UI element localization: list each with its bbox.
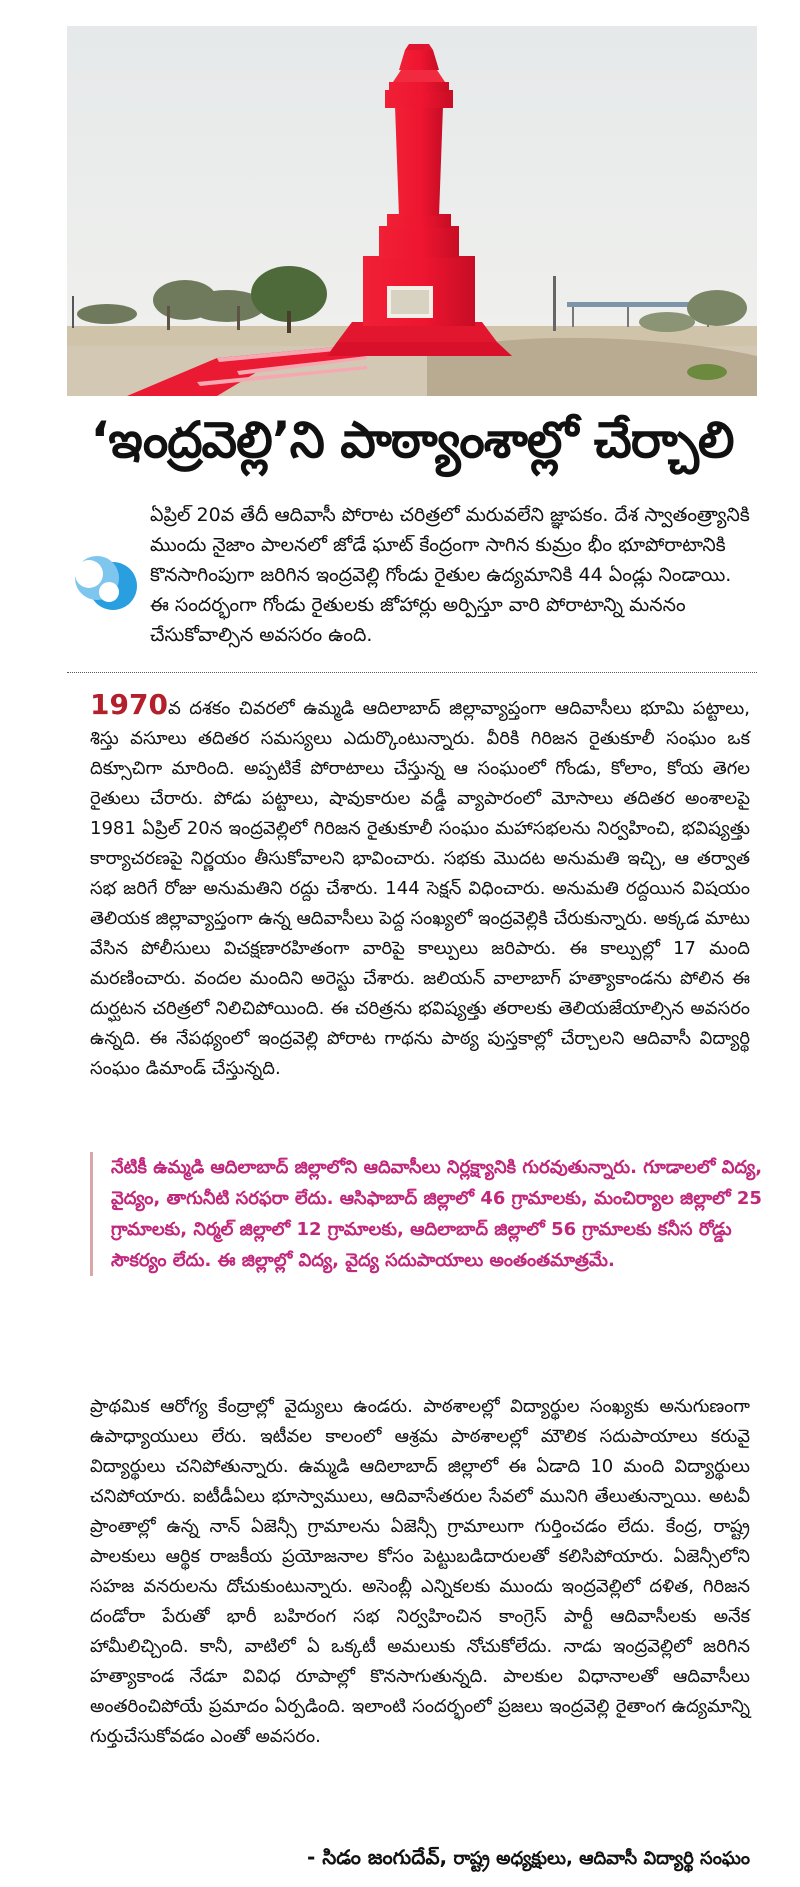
body-paragraph-1 [90,690,750,1084]
section-divider [67,672,757,673]
author-signature [270,1845,750,1874]
paragraph-text: ప్రాథమిక ఆరోగ్య కేంద్రాల్లో వైద్యులు ఉండరు. పాఠశాలల్లో విద్యార్థుల సంఖ్యకు అనుగుణంగా ఉపాధ్యాయులు లేరు. ఇటీవల కాలంలో ఆశ్రమ పాఠశాలల్లో మౌలిక సదుపాయాలు కరువై విద్యార్థులు చనిపోతున్నారు. ఉమ్మడి ఆదిలాబాద్ జిల్లాలో ఈ ఏడాది 10 మంది విద్యార్థులు చనిపోయారు. ఐటీడీఏలు భూస్వాములు, ఆదివాసేతరుల సేవలో మునిగి తేలుతున్నాయి. అటవీ ప్రాంతాల్లో ఉన్న నాన్ ఏజెన్సీ గ్రామాలను ఏజెన్సీ గ్రామాలుగా గుర్తించడం లేదు. కేంద్ర, రాష్ట్ర పాలకులు ఆర్థిక రాజకీయ ప్రయోజనాల కోసం పెట్టుబడిదారులతో కలిసిపోయారు. ఏజెన్సీలోని సహజ వనరులను దోచుకుంటున్నారు. అసెంబ్లీ ఎన్నికలకు ముందు ఇంద్రవెల్లిలో దళిత, గిరిజన దండోరా పేరుతో భారీ బహిరంగ సభ నిర్వహించిన కాంగ్రెస్ పార్టీ ఆదివాసీలకు అనేక హామీలిచ్చింది. కానీ, వాటిలో ఏ ఒక్కటీ అమలుకు నోచుకోలేదు. నాడు ఇంద్రవెల్లిలో జరిగిన హత్యాకాండ నేడూ వివిధ రూపాల్లో కొనసాగుతున్నది. పాలకుల విధానాలతో ఆదివాసీలు అంతరించిపోయే ప్రమాదం ఏర్పడింది. ఇలాంటి సందర్భంలో ప్రజలు ఇంద్రవెల్లి రైతాంగ ఉద్యమాన్ని గుర్తుచేసుకోవడం ఎంతో అవసరం. [90,1396,750,1747]
quote-bubble-icon [67,548,145,614]
pull-quote-text: నేటికీ ఉమ్మడి ఆదిలాబాద్ జిల్లాలోని ఆదివాసీలు నిర్లక్ష్యానికి గురవుతున్నారు. గూడాలలో విద్య, వైద్యం, తాగునీటి సరఫరా లేదు. ఆసిఫాబాద్ జిల్లాలో 46 గ్రామాలకు, మంచిర్యాల జిల్లాలో 25 గ్రామాలకు, నిర్మల్ జిల్లాలో 12 గ్రామాలకు, ఆదిలాబాద్ జిల్లాలో 56 గ్రామాలకు కనీస రోడ్డు సౌకర్యం లేదు. ఈ జిల్లాల్లో విద్య, వైద్య సదుపాయాలు అంతంతమాత్రమే. [111,1157,763,1271]
intro-text [150,500,750,650]
author-name: - సిడం జంగుదేవ్, [306,1845,448,1869]
pull-quote [90,1152,771,1276]
memorial-pillar-photo [67,26,757,396]
dropcap-year: 1970 [90,688,168,721]
author-title: రాష్ట్ర అధ్యక్షులు, ఆదివాసీ విద్యార్థి సంఘం [453,1848,750,1869]
intro-paragraph: ఏప్రిల్ 20వ తేదీ ఆదివాసీ పోరాట చరిత్రలో మరువలేని జ్ఞాపకం. దేశ స్వాతంత్ర్యానికి ముందు నైజాం పాలనలో జోడే ఘాట్ కేంద్రంగా సాగిన కుమ్రం భీం భూపోరాటానికి కొనసాగింపుగా జరిగిన ఇంద్రవెల్లి గోండు రైతుల ఉద్యమానికి 44 ఏండ్లు నిండాయి. ఈ సందర్భంగా గోండు రైతులకు జోహార్లు అర్పిస్తూ వారి పోరాటాన్ని మననం చేసుకోవాల్సిన అవసరం ఉంది. [150,504,750,646]
memorial-photo [67,26,757,396]
headline: ‘ఇంద్రవెల్లి’ని పాఠ్యాంశాల్లో చేర్చాలి [90,410,734,469]
paragraph-text: వ దశకం చివరలో ఉమ్మడి ఆదిలాబాద్ జిల్లావ్యాప్తంగా ఆదివాసీలు భూమి పట్టాలు, శిస్తు వసూలు తదితర సమస్యలు ఎదుర్కొంటున్నారు. వీరికి గిరిజన రైతుకూలీ సంఘం ఒక దిక్సూచిగా మారింది. అప్పటికే పోరాటాలు చేస్తున్న ఆ సంఘంలో గోండు, కోలాం, కోయ తెగల రైతులు చేరారు. పోడు పట్టాలు, షావుకారుల వడ్డీ వ్యాపారంలో మోసాలు తదితర అంశాలపై 1981 ఏప్రిల్ 20న ఇంద్రవెల్లిలో గిరిజన రైతుకూలీ సంఘం మహాసభలను నిర్వహించి, భవిష్యత్తు కార్యాచరణపై నిర్ణయం తీసుకోవాలని భావించారు. సభకు మొదట అనుమతి ఇచ్చి, ఆ తర్వాత సభ జరిగే రోజు అనుమతిని రద్దు చేశారు. 144 సెక్షన్ విధించారు. అనుమతి రద్దయిన విషయం తెలియక జిల్లావ్యాప్తంగా ఉన్న ఆదివాసీలు పెద్ద సంఖ్యలో ఇంద్రవెల్లికి చేరుకున్నారు. అక్కడ మాటు వేసిన పోలీసులు విచక్షణారహితంగా వారిపై కాల్పులు జరిపారు. ఈ కాల్పుల్లో 17 మంది మరణించారు. వందల మందిని అరెస్టు చేశారు. జలియన్ వాలాబాగ్ హత్యాకాండను పోలిన ఈ దుర్ఘటన చరిత్రలో నిలిచిపోయింది. ఈ చరిత్రను భవిష్యత్తు తరాలకు తెలియజేయాల్సిన అవసరం ఉన్నది. ఈ నేపథ్యంలో ఇంద్రవెల్లి పోరాట గాథను పాఠ్య పుస్తకాల్లో చేర్చాలని ఆదివాసీ విద్యార్థి సంఘం డిమాండ్ చేస్తున్నది. [90,698,750,1079]
body-paragraph-2 [90,1392,750,1752]
